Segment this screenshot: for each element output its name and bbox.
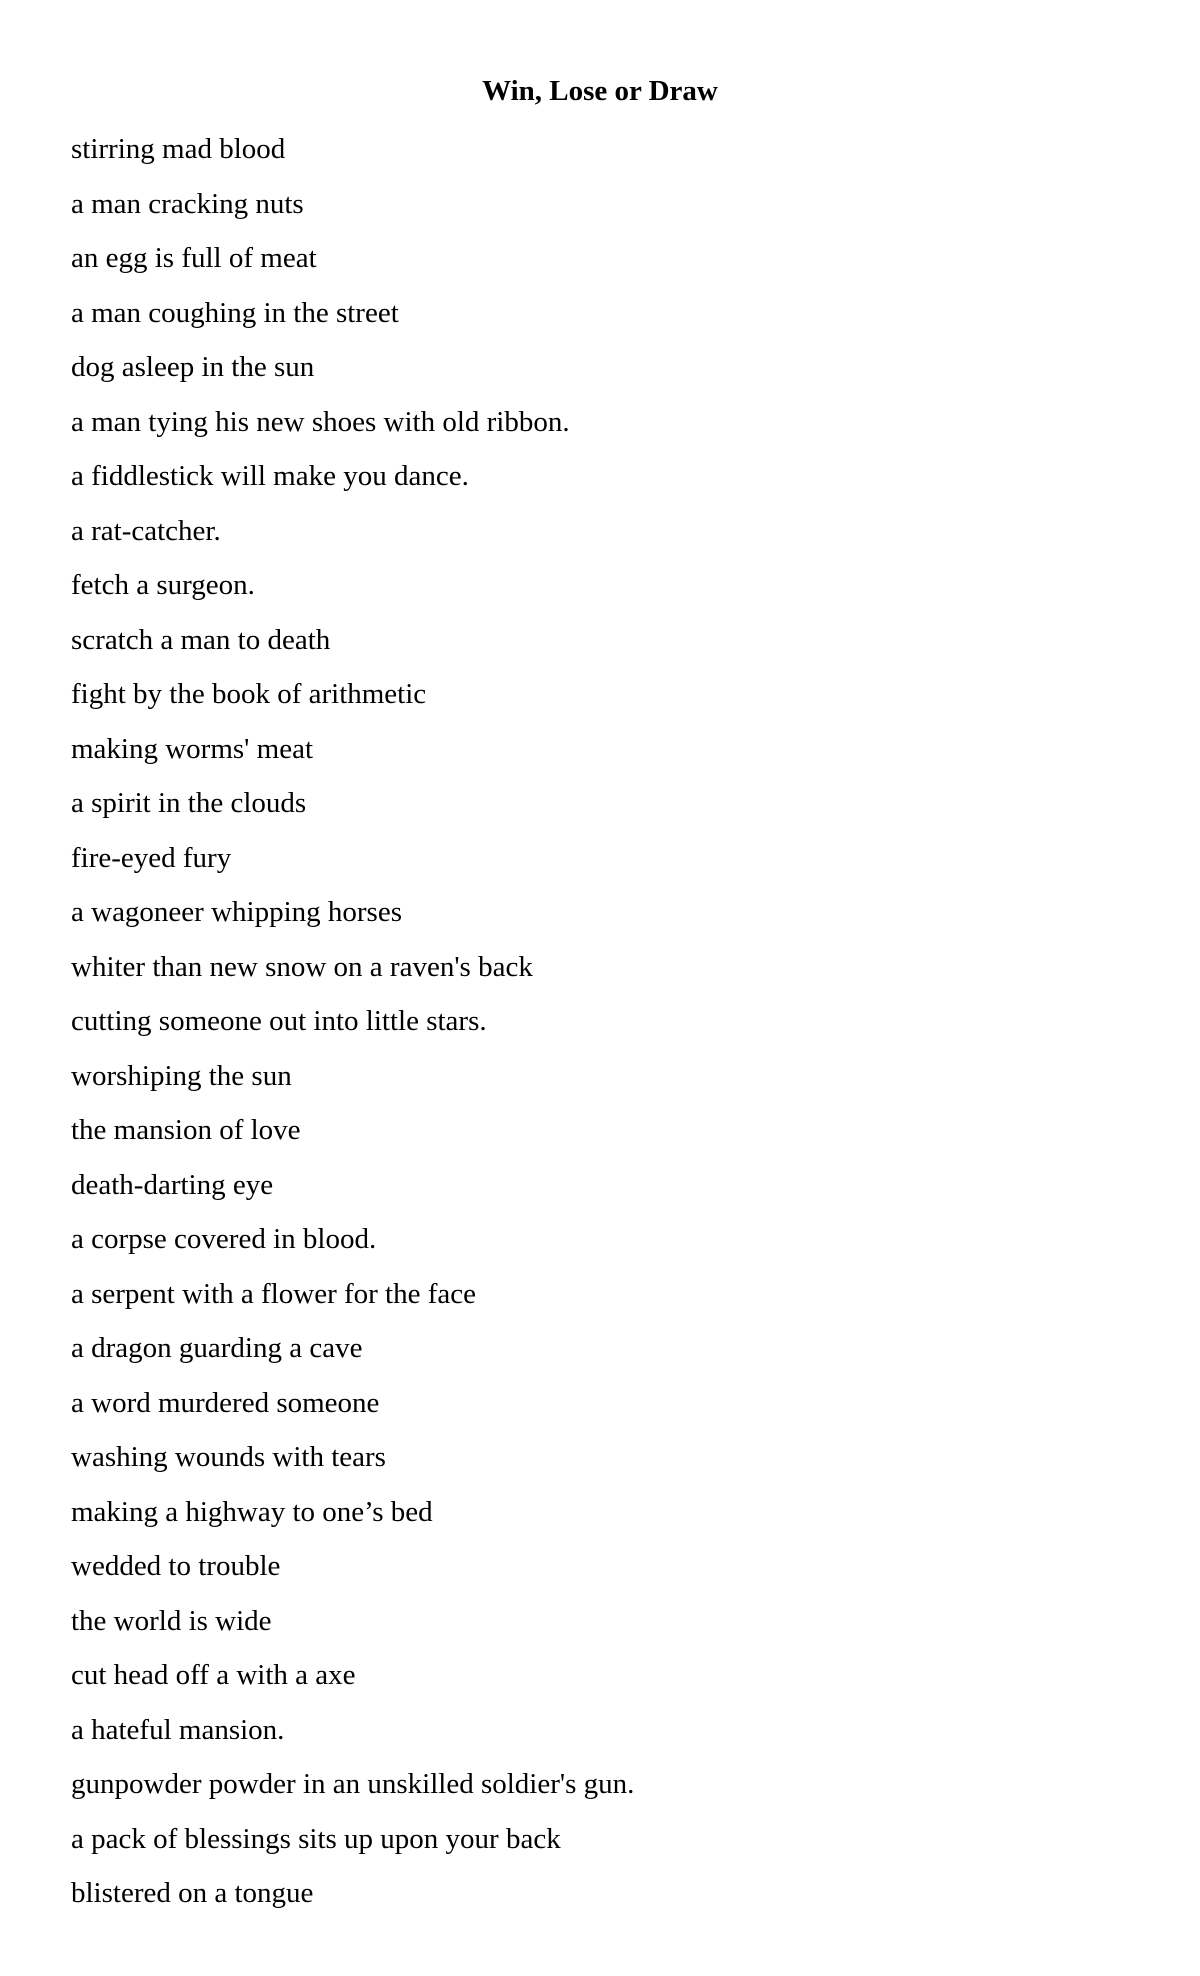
poem-line: a rat-catcher. [71,514,221,547]
poem-line: blistered on a tongue [71,1877,314,1909]
poem-line: an egg is full of meat [71,242,317,274]
poem-line: a spirit in the clouds [71,787,307,819]
poem-line: scratch a man to death [71,623,331,656]
poem-line: making a highway to one’s bed [71,1495,433,1528]
poem-line: the world is wide [71,1604,272,1637]
poem-line: a hateful mansion. [71,1713,285,1746]
poem-line: cut head off a with a axe [71,1659,356,1691]
poem-line: a fiddlestick will make you dance. [71,460,469,492]
poem-line: a wagoneer whipping horses [71,896,402,928]
poem-line: fight by the book of arithmetic [71,678,427,710]
poem-line: fire-eyed fury [71,841,232,874]
poem-line: a dragon guarding a cave [71,1332,363,1364]
poem-line: worshiping the sun [71,1059,292,1092]
poem-line: a corpse covered in blood. [71,1223,377,1255]
poem-line: a man tying his new shoes with old ribbon. [71,405,570,438]
poem-line: a serpent with a flower for the face [71,1277,476,1310]
poem-line: a word murdered someone [71,1386,380,1419]
poem-title: Win, Lose or Draw [482,75,718,107]
poem-line: a man coughing in the street [71,296,399,329]
poem-line: the mansion of love [71,1114,301,1146]
poem-line: washing wounds with tears [71,1441,386,1473]
poem-line: dog asleep in the sun [71,351,315,383]
poem-line: making worms' meat [71,732,314,765]
poem-line: a man cracking nuts [71,187,304,220]
poem-line: death-darting eye [71,1168,274,1201]
poem-line: fetch a surgeon. [71,569,255,601]
poem-line: gunpowder powder in an unskilled soldier's gun. [71,1768,635,1800]
poem-lines [71,122,634,1921]
poem-line: stirring mad blood [71,133,286,165]
poem-line: cutting someone out into little stars. [71,1005,487,1037]
poem-line: a pack of blessings sits up upon your back [71,1822,561,1855]
poem-line: wedded to trouble [71,1550,281,1582]
poem-line: whiter than new snow on a raven's back [71,950,533,983]
